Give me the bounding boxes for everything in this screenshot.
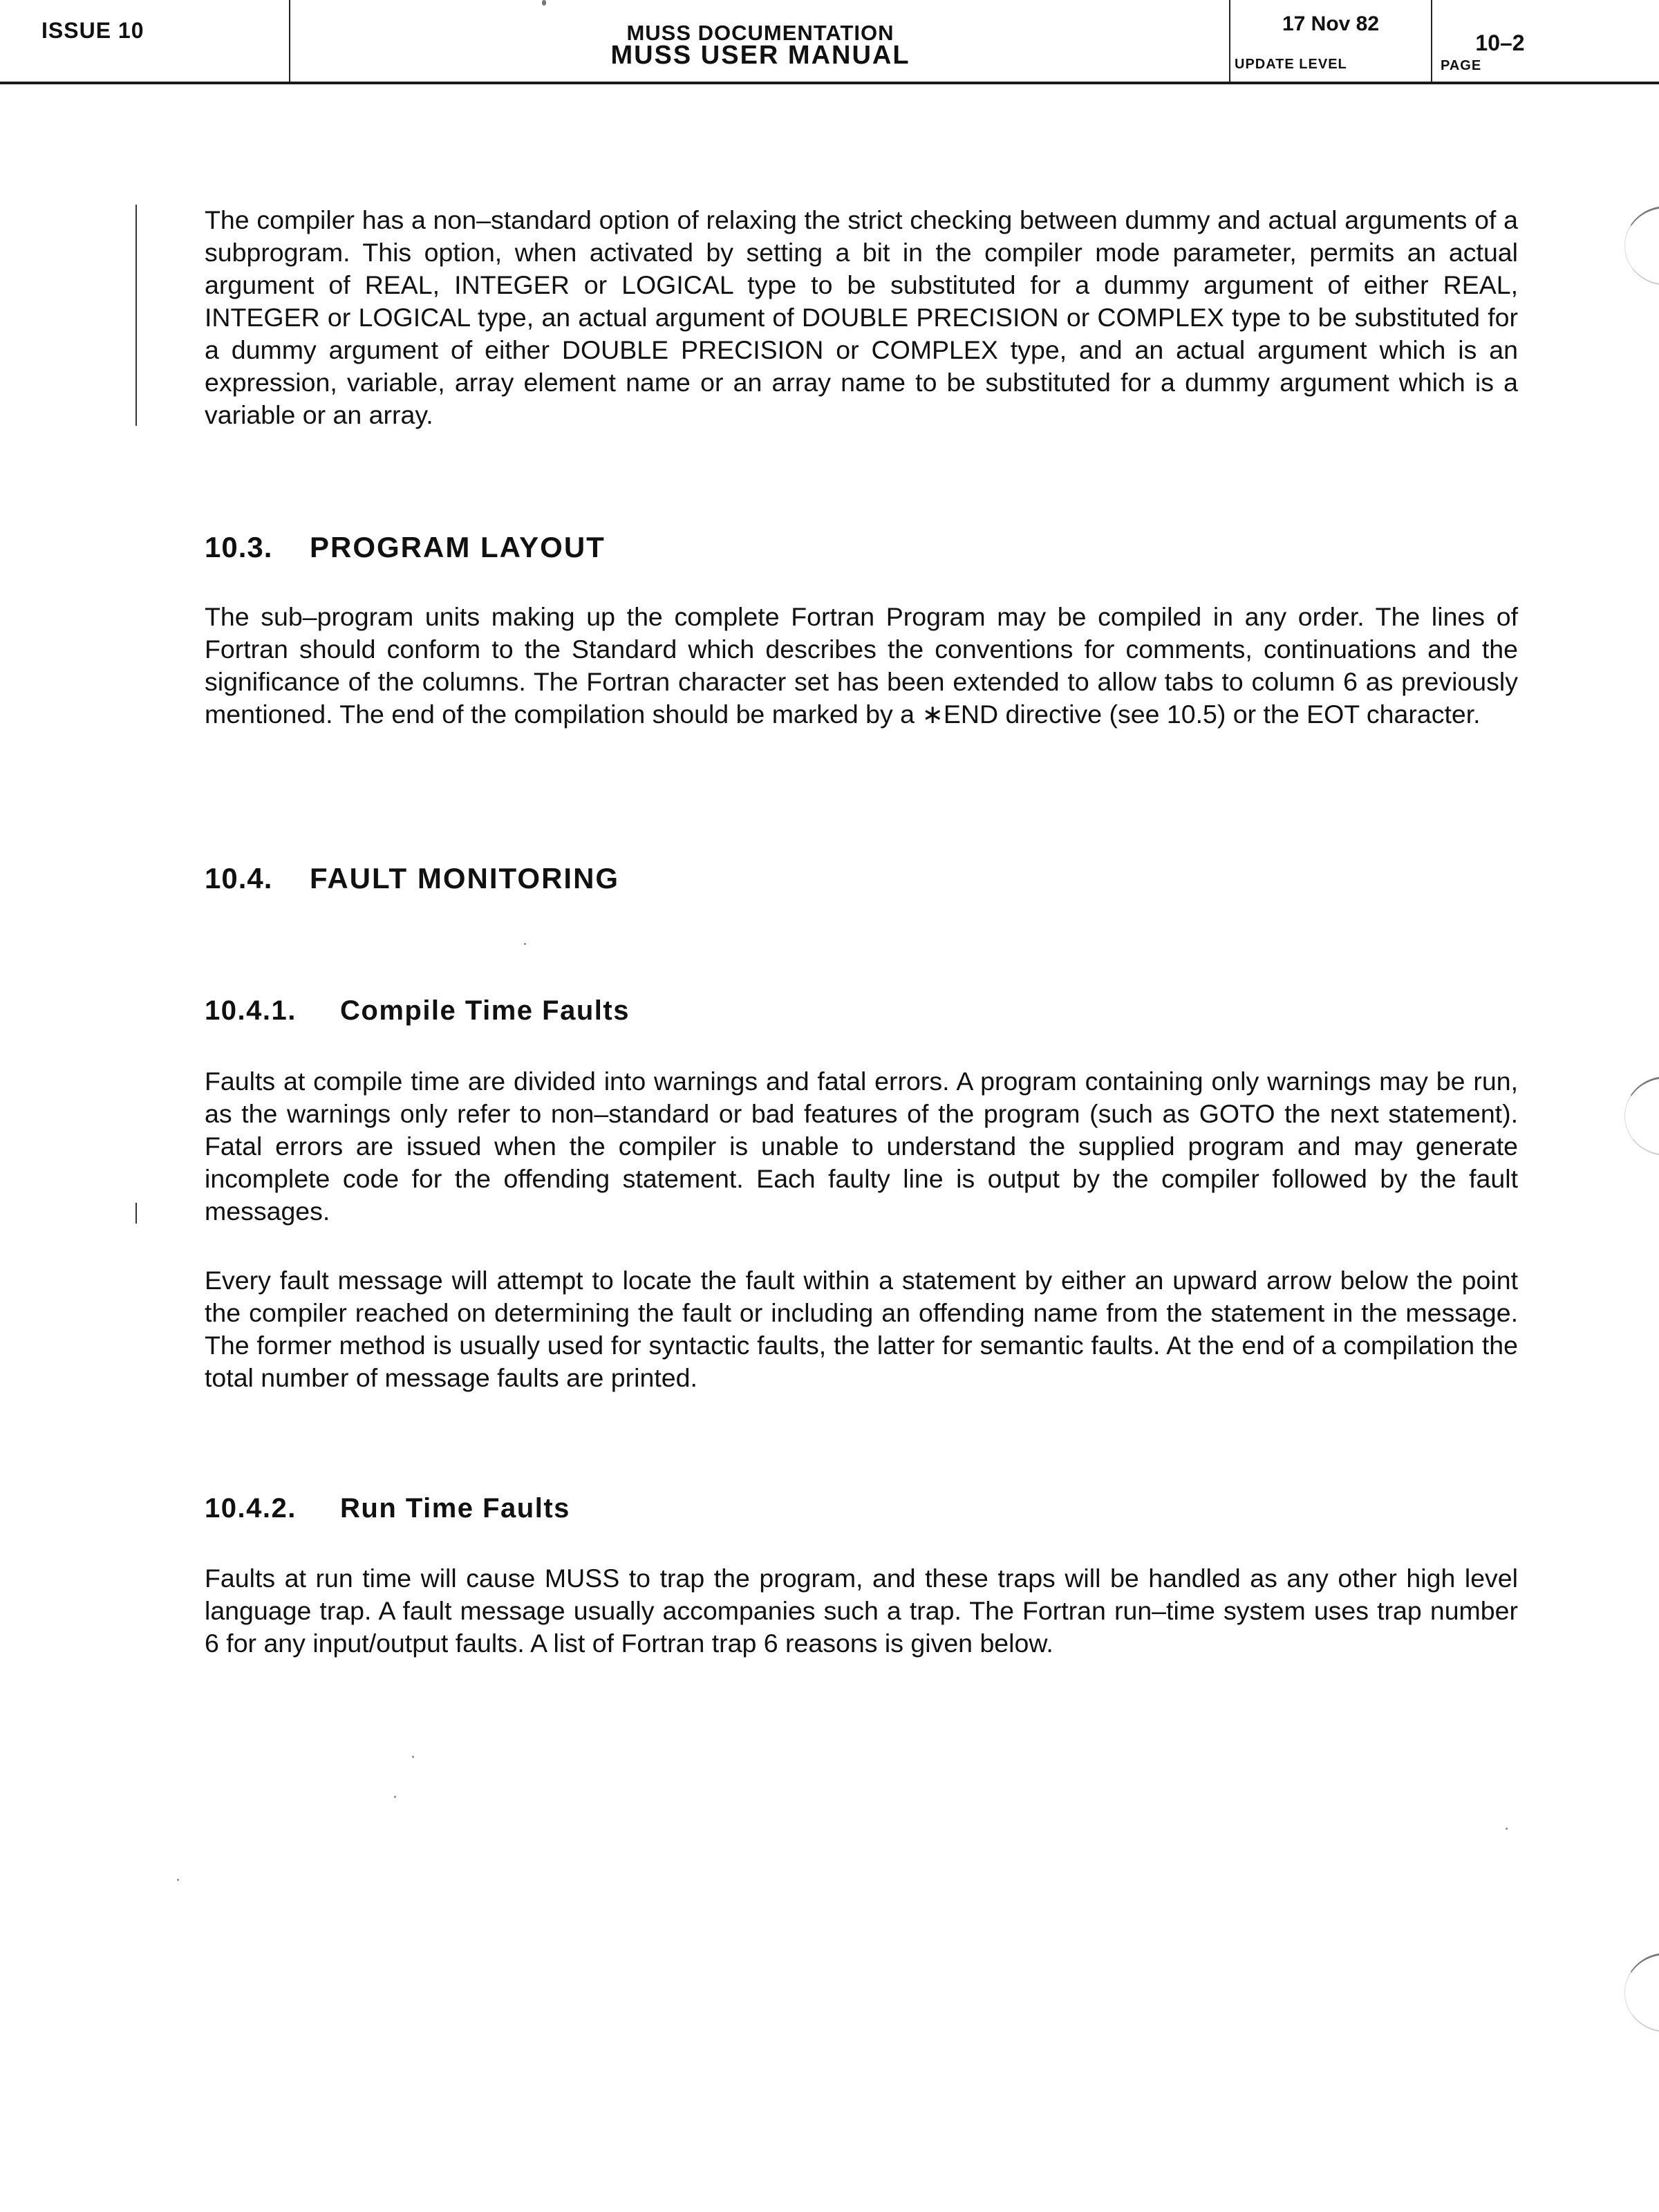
compile-time-body-1 — [205, 1065, 1518, 1228]
punch-hole — [1624, 206, 1659, 285]
subsection-number: 10.4.1. — [205, 995, 297, 1026]
program-layout-paragraph: The sub–program units making up the complete Fortran Program may be compiled in any order. The lines of Fortran should conform to the Standard which describes the conventions for comments, continuations and the significance of the columns. The Fortran character set has been extended to allow tabs to column 6 as previously mentioned. The end of the compilation should be marked by a ∗END directive (see 10.5) or the EOT character. — [205, 602, 1518, 729]
section-heading — [205, 531, 1518, 564]
change-bar — [135, 1203, 137, 1224]
scan-speck — [177, 1879, 179, 1881]
section-number: 10.3. — [205, 531, 273, 563]
section-number: 10.4. — [205, 862, 273, 894]
program-layout-body — [205, 601, 1518, 731]
compile-time-body-2 — [205, 1264, 1518, 1394]
section-heading — [205, 862, 1518, 895]
subsection-title: Run Time Faults — [340, 1493, 570, 1524]
document-title — [290, 21, 1230, 70]
run-time-paragraph: Faults at run time will cause MUSS to trap the program, and these traps will be handled as any other high level language trap. A fault message usually accompanies such a trap. The Fortran run–time system uses trap number 6 for any input/output faults. A list of Fortran trap 6 reasons is given below. — [205, 1564, 1518, 1658]
section-title: FAULT MONITORING — [310, 862, 620, 894]
scan-speck — [412, 1756, 414, 1758]
page-number: 10–2 — [1475, 30, 1525, 55]
section-title: PROGRAM LAYOUT — [310, 531, 606, 563]
scan-mark — [542, 0, 546, 6]
subsection-title: Compile Time Faults — [340, 995, 630, 1026]
section-compile-time-faults — [205, 995, 1518, 1027]
page-header — [0, 0, 1659, 84]
issue-label: ISSUE 10 — [41, 18, 144, 43]
change-bar — [135, 205, 137, 426]
intro-paragraph: The compiler has a non–standard option of relaxing the strict checking between dummy and actual arguments of a subprogram. This option, when activated by setting a bit in the compiler mode parameter, permits an actual argument of REAL, INTEGER or LOGICAL type to be substituted for a dummy argument of either REAL, INTEGER or LOGICAL type, an actual argument of DOUBLE PRECISION or COMPLEX type to be substituted for a dummy argument of either DOUBLE PRECISION or COMPLEX type, and an actual argument which is an expression, variable, array element name or an array name to be substituted for a dummy argument which is a variable or an array. — [205, 205, 1518, 429]
intro-section — [205, 204, 1518, 431]
section-program-layout — [205, 531, 1518, 564]
subsection-heading — [205, 995, 1518, 1027]
update-level-label: UPDATE LEVEL — [1235, 57, 1347, 72]
update-date: 17 Nov 82 — [1282, 12, 1380, 35]
punch-hole — [1624, 1076, 1659, 1156]
scan-speck — [1506, 1828, 1508, 1830]
scan-speck — [524, 943, 526, 945]
run-time-body — [205, 1562, 1518, 1660]
compile-time-paragraph-1: Faults at compile time are divided into warnings and fatal errors. A program containing only warnings may be run, as the warnings only refer to non–standard or bad features of the program (such as GOTO the next statement). Fatal errors are issued when the compiler is unable to understand the supplied program and may generate incomplete code for the offending statement. Each faulty line is output by the compiler followed by the fault messages. — [205, 1067, 1518, 1226]
compile-time-paragraph-2: Every fault message will attempt to locate the fault within a statement by either an upward arrow below the point the compiler reached on determining the fault or including an offending name from the statement in the message. The former method is usually used for syntactic faults, the latter for semantic faults. At the end of a compilation the total number of message faults are printed. — [205, 1266, 1518, 1392]
scan-speck — [394, 1796, 396, 1798]
header-rule — [0, 82, 1659, 84]
doc-manual: MUSS USER MANUAL — [610, 41, 910, 70]
section-fault-monitoring — [205, 862, 1518, 895]
doc-series: MUSS DOCUMENTATION — [626, 21, 894, 45]
subsection-heading — [205, 1493, 1518, 1524]
page-label: PAGE — [1441, 58, 1482, 73]
subsection-number: 10.4.2. — [205, 1493, 297, 1524]
punch-hole — [1624, 1953, 1659, 2032]
section-run-time-faults — [205, 1493, 1518, 1524]
